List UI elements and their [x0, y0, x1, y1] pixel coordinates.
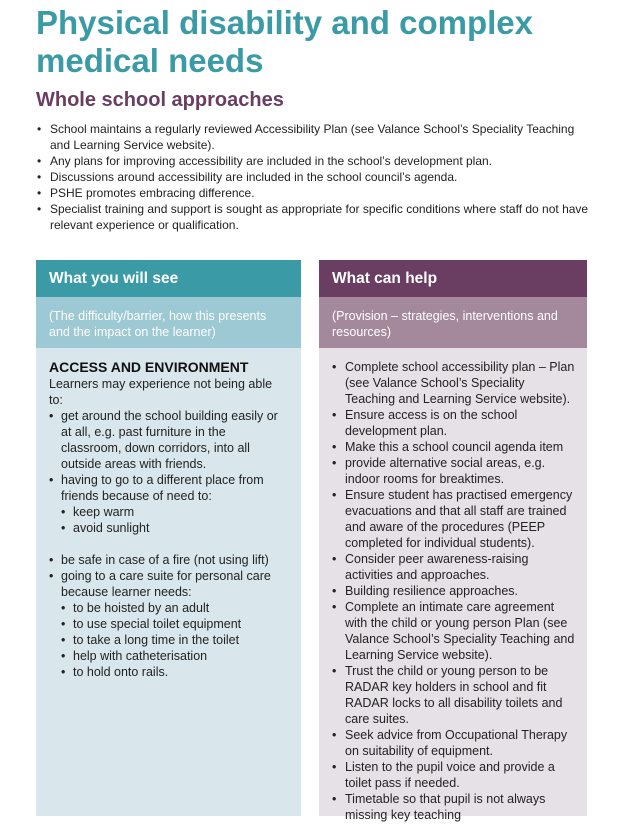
barrier-list [49, 408, 289, 536]
sub-list-item: • avoid sunlight [61, 520, 289, 536]
list-item: • Ensure student has practised emergency evacuations and that all staff are trained and aware of the procedures (PEEP completed for individual students). [332, 487, 575, 551]
list-item: • Building resilience approaches. [332, 583, 575, 599]
list-item: • School maintains a regularly reviewed Accessibility Plan (see Valance School’s Speciality Teaching and Learning Service website). [36, 121, 592, 153]
list-item: • Any plans for improving accessibility are included in the school’s development plan. [36, 153, 592, 169]
list-item: • Complete school accessibility plan – Plan (see Valance School’s Speciality Teaching and Learning Service website). [332, 359, 575, 407]
list-item: • Specialist training and support is sought as appropriate for specific conditions where staff do not have relevant experience or qualification. [36, 201, 592, 233]
sub-list-item: • help with catheterisation [61, 648, 289, 664]
column-subheader: (The difficulty/barrier, how this presents and the impact on the learner) [36, 297, 301, 348]
list-item: • Make this a school council agenda item [332, 439, 575, 455]
sub-list-item: • to hold onto rails. [61, 664, 289, 680]
list-item: • provide alternative social areas, e.g. indoor rooms for breaktimes. [332, 455, 575, 487]
list-item [49, 472, 289, 536]
what-you-will-see-column [36, 260, 301, 816]
sub-list-item: • to be hoisted by an adult [61, 600, 289, 616]
section-heading: ACCESS AND ENVIRONMENT [49, 359, 249, 375]
list-item: • Trust the child or young person to be RADAR key holders in school and fit RADAR locks to all disability toilets and care suites. [332, 663, 575, 727]
list-item: • Seek advice from Occupational Therapy on suitability of equipment. [332, 727, 575, 759]
spacer [49, 536, 289, 552]
page-title: Physical disability and complex medical needs [36, 4, 534, 79]
column-body [319, 348, 587, 823]
section-subtitle: Whole school approaches [36, 89, 284, 111]
list-item-text: having to go to a different place from friends because of need to: [61, 473, 264, 503]
what-can-help-column [319, 260, 587, 822]
list-item: • Ensure access is on the school development plan. [332, 407, 575, 439]
list-item-text: going to a care suite for personal care because learner needs: [61, 569, 271, 599]
list-item: • Consider peer awareness-raising activities and approaches. [332, 551, 575, 583]
list-item: • PSHE promotes embracing difference. [36, 185, 592, 201]
column-header: What can help [319, 260, 587, 297]
list-item: • get around the school building easily or at all, e.g. past furniture in the classroom, down corridors, into all outside areas with friends. [49, 408, 289, 472]
list-item: • Discussions around accessibility are included in the school council’s agenda. [36, 169, 592, 185]
column-subheader: (Provision – strategies, interventions and resources) [319, 297, 587, 348]
lead-text: Learners may experience not being able to: [49, 377, 273, 407]
intro-list [36, 121, 592, 233]
barrier-list-2 [49, 552, 289, 680]
list-item [49, 568, 289, 680]
list-item: • Listen to the pupil voice and provide a toilet pass if needed. [332, 759, 575, 791]
sub-list-item: • to take a long time in the toilet [61, 632, 289, 648]
list-item: • Timetable so that pupil is not always missing key teaching [332, 791, 575, 823]
sub-list-item: • to use special toilet equipment [61, 616, 289, 632]
provision-list [332, 359, 575, 823]
list-item: • be safe in case of a fire (not using lift) [49, 552, 289, 568]
sub-list-item: • keep warm [61, 504, 289, 520]
column-body [36, 348, 301, 680]
column-header: What you will see [36, 260, 301, 297]
sub-list [61, 504, 289, 536]
sub-list [61, 600, 289, 680]
list-item: • Complete an intimate care agreement with the child or young person Plan (see Valance School’s Speciality Teaching and Learning Service website). [332, 599, 575, 663]
